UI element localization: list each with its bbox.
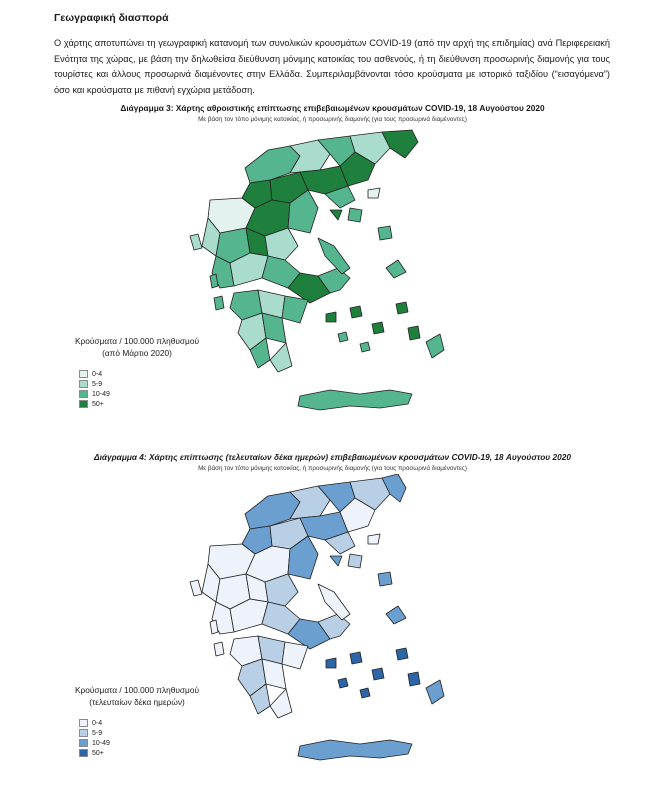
region-shape	[378, 572, 392, 586]
legend-swatch	[79, 400, 88, 408]
legend-swatch	[79, 719, 88, 727]
legend-label: 0-4	[92, 719, 103, 727]
region-shape	[270, 343, 292, 372]
region-shape	[368, 188, 380, 198]
region-shape	[318, 584, 350, 620]
legend-swatch	[79, 749, 88, 757]
region-shape	[396, 648, 408, 660]
region-shape	[326, 658, 336, 668]
legend-swatch	[79, 390, 88, 398]
legend-label: 50+	[92, 400, 104, 408]
region-shape	[214, 642, 224, 656]
paragraph-line: Ο χάρτης αποτυπώνει τη γεωγραφική κατανομή των συνολικών κρουσμάτων COVID-19 (από την αρχή της επιδημίας) ανά	[54, 38, 553, 48]
legend-subtitle: (από Μάρτιο 2020)	[102, 348, 172, 358]
region-shape	[190, 234, 202, 250]
region-shape	[338, 678, 348, 688]
legend-swatch	[79, 729, 88, 737]
region-shape	[408, 672, 420, 686]
region-shape	[350, 652, 362, 664]
paragraph-line: Περιφερειακή Ενότητα της χώρας, με βάση την δηλωθείσα διεύθυνση μόνιμης κατοικίας του ασθενούς, ή τη διεύθυνση	[54, 38, 611, 64]
legend-item	[79, 389, 216, 399]
region-shape	[348, 554, 362, 568]
figure4-legend	[58, 684, 216, 758]
region-shape	[396, 302, 408, 314]
legend-swatch	[79, 370, 88, 378]
region-shape	[338, 332, 348, 342]
legend-label: 10-49	[92, 739, 110, 747]
region-shape	[348, 208, 362, 222]
region-shape	[326, 312, 336, 322]
region-shape	[282, 296, 308, 323]
region-shape	[378, 226, 392, 240]
figure3-legend	[58, 335, 216, 409]
region-shape	[298, 740, 412, 760]
region-shape	[372, 322, 384, 334]
region-shape	[270, 689, 292, 718]
region-shape	[386, 260, 406, 278]
legend-item	[79, 728, 216, 738]
region-shape	[330, 210, 342, 220]
legend-title: Κρούσματα / 100.000 πληθυσμού	[75, 685, 199, 695]
legend-label: 5-9	[92, 380, 103, 388]
region-shape	[318, 238, 350, 274]
figure3-title: Διάγραμμα 3: Χάρτης αθροιστικής επίπτωσης επιβεβαιωμένων κρουσμάτων COVID-19, 18 Αυγούστου 2020	[120, 103, 545, 113]
figure3-subtitle: Με βάση τον τόπο μόνιμης κατοικίας, ή προσωρινής διαμονής (για τους προσωρινά διαμένοντες)	[198, 116, 467, 123]
paragraph-line: κρούσματα με ιστορικό ταξιδίου (“εισαγόμενα”) όσο και κρούσματα με πιθανή εγχώρια μετάδοση.	[54, 69, 610, 95]
region-shape	[330, 556, 342, 566]
legend-label: 50+	[92, 749, 104, 757]
region-shape	[360, 688, 370, 698]
region-shape	[298, 390, 412, 410]
legend-label: 10-49	[92, 390, 110, 398]
figure4-title: Διάγραμμα 4: Χάρτης επίπτωσης (τελευταίων δέκα ημερών) επιβεβαιωμένων κρουσμάτων COVID-19, 18 Αυγούστου 2020	[94, 452, 571, 462]
legend-item	[79, 748, 216, 758]
legend-swatch	[79, 739, 88, 747]
legend-item	[79, 369, 216, 379]
legend-title: Κρούσματα / 100.000 πληθυσμού	[75, 336, 199, 346]
region-shape	[214, 296, 224, 310]
region-shape	[372, 668, 384, 680]
figure4-subtitle: Με βάση τον τόπο μόνιμης κατοικίας, ή προσωρινής διαμονής (για τους προσωρινά διαμένοντες)	[198, 465, 467, 472]
paragraph-line: προσωρινής διαμονής για τους τουρίστες και άλλους προσωρινά διαμένοντες στην Ελλάδα. Συμπεριλαμβάνονται τόσο	[54, 53, 610, 79]
region-shape	[368, 534, 380, 544]
legend-item	[79, 379, 216, 389]
legend-label: 0-4	[92, 370, 103, 378]
region-shape	[360, 342, 370, 352]
region-shape	[426, 334, 444, 358]
region-shape	[408, 326, 420, 340]
body-paragraph	[54, 36, 610, 98]
section-title: Γεωγραφική διασπορά	[54, 12, 169, 24]
legend-item	[79, 738, 216, 748]
region-shape	[426, 680, 444, 704]
legend-label: 5-9	[92, 729, 103, 737]
region-shape	[386, 606, 406, 624]
region-shape	[350, 306, 362, 318]
legend-item	[79, 718, 216, 728]
legend-subtitle: (τελευταίων δέκα ημερών)	[89, 697, 185, 707]
legend-swatch	[79, 380, 88, 388]
region-shape	[190, 580, 202, 596]
legend-item	[79, 399, 216, 409]
region-shape	[282, 642, 308, 669]
